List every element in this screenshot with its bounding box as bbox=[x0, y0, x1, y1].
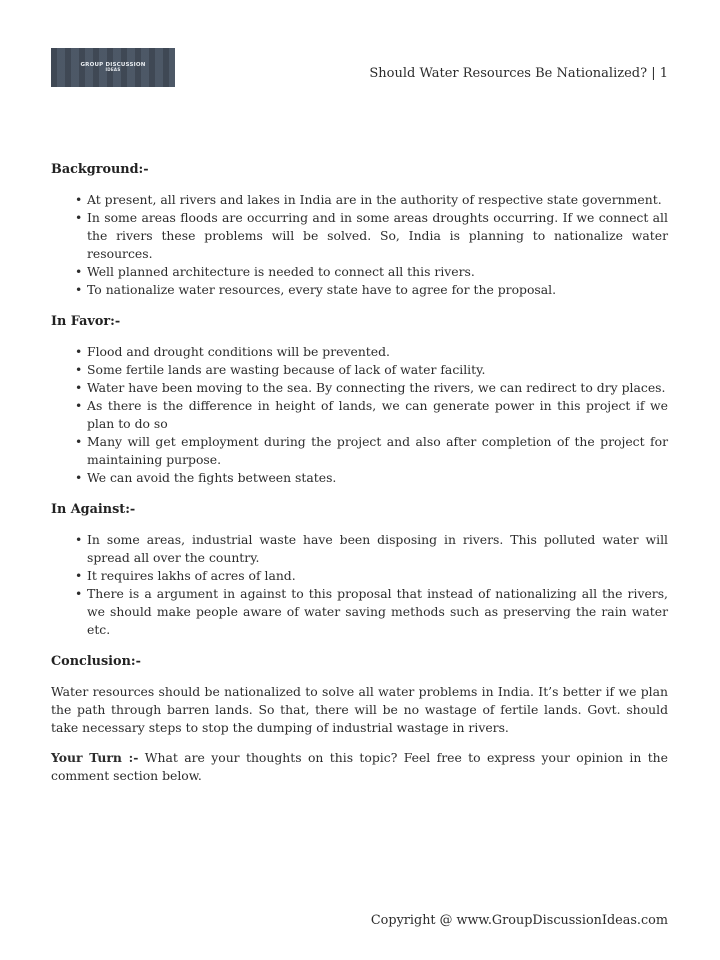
list-item: • There is a argument in against to this proposal that instead of nationalizing all the rivers, we should make people aware of water saving methods such as preserving the rain water etc. bbox=[51, 585, 668, 639]
in-favor-list bbox=[51, 343, 668, 487]
list-item: • It requires lakhs of acres of land. bbox=[51, 567, 668, 585]
list-item: • Some fertile lands are wasting because of lack of water facility. bbox=[51, 361, 668, 379]
page-header-title: Should Water Resources Be Nationalized? | 1 bbox=[369, 66, 668, 81]
list-item: • Well planned architecture is needed to connect all this rivers. bbox=[51, 263, 668, 281]
list-item: • Many will get employment during the project and also after completion of the project for maintaining purpose. bbox=[51, 433, 668, 469]
document-body bbox=[51, 161, 668, 797]
conclusion-heading: Conclusion:- bbox=[51, 654, 141, 669]
list-item: • In some areas floods are occurring and in some areas droughts occurring. If we connect all the rivers these problems will be solved. So, India is planning to nationalize water resources. bbox=[51, 209, 668, 263]
background-list bbox=[51, 191, 668, 299]
logo-text bbox=[80, 63, 145, 73]
your-turn-paragraph bbox=[51, 749, 668, 785]
in-favor-heading: In Favor:- bbox=[51, 314, 121, 329]
logo-line-1: GROUP DISCUSSION bbox=[80, 61, 146, 68]
list-item: • To nationalize water resources, every state have to agree for the proposal. bbox=[51, 281, 668, 299]
in-against-heading: In Against:- bbox=[51, 502, 136, 517]
conclusion-paragraph: Water resources should be nationalized to solve all water problems in India. It’s better if we plan the path through barren lands. So that, there will be no wastage of fertile lands. Govt. should take necessary steps to stop the dumping of industrial wastage in rivers. bbox=[51, 684, 668, 735]
background-heading: Background:- bbox=[51, 162, 149, 177]
list-item: • As there is the difference in height of lands, we can generate power in this project if we plan to do so bbox=[51, 397, 668, 433]
your-turn-text: What are your thoughts on this topic? Feel free to express your opinion in the comment section below. bbox=[51, 750, 668, 783]
list-item: • We can avoid the fights between states. bbox=[51, 469, 668, 487]
list-item: • Water have been moving to the sea. By connecting the rivers, we can redirect to dry places. bbox=[51, 379, 668, 397]
site-logo[interactable] bbox=[51, 48, 175, 87]
list-item: • In some areas, industrial waste have been disposing in rivers. This polluted water will spread all over the country. bbox=[51, 531, 668, 567]
your-turn-label: Your Turn :- bbox=[51, 750, 139, 765]
list-item: • Flood and drought conditions will be prevented. bbox=[51, 343, 668, 361]
list-item: • At present, all rivers and lakes in India are in the authority of respective state government. bbox=[51, 191, 668, 209]
in-against-list bbox=[51, 531, 668, 639]
logo-line-2: IDEAS bbox=[105, 67, 121, 73]
copyright-footer: Copyright @ www.GroupDiscussionIdeas.com bbox=[370, 913, 668, 928]
